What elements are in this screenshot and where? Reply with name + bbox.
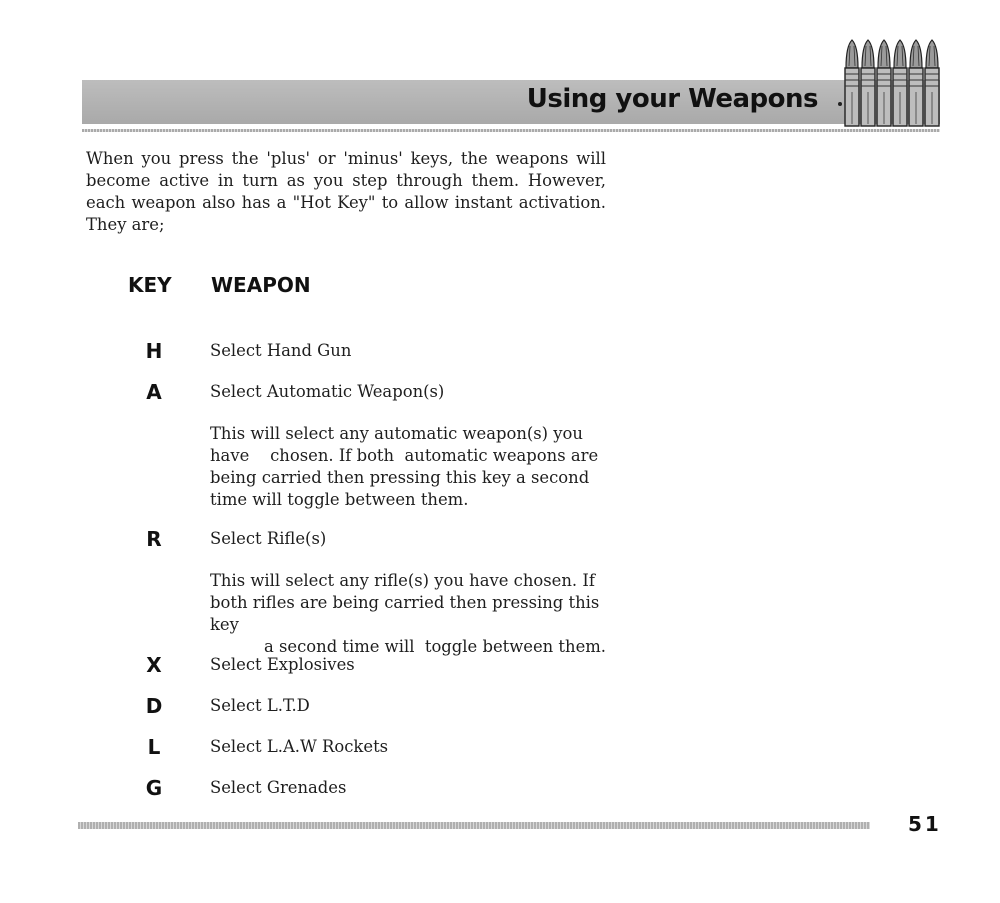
- weapon-law-rockets: Select L.A.W Rockets: [210, 737, 389, 756]
- page-title: Using your Weapons: [526, 84, 818, 114]
- hotkey-explosives: X: [146, 653, 162, 677]
- weapon-automatic: Select Automatic Weapon(s): [210, 382, 445, 401]
- intro-paragraph: When you press the 'plus' or 'minus' keys, the weapons will become active in turn as you step through them. However, each weapon also has a "Hot Key" to allow instant activation. They are;: [86, 149, 606, 234]
- weapon-explosives: Select Explosives: [210, 655, 355, 674]
- automatic-note: [210, 423, 608, 511]
- automatic-note-line: time will toggle between them.: [210, 490, 469, 509]
- hotkey-law-rockets: L: [147, 735, 161, 759]
- hotkey-automatic: A: [146, 380, 162, 404]
- weapon-column-header: WEAPON: [211, 273, 311, 297]
- weapon-ltd: Select L.T.D: [210, 696, 310, 715]
- automatic-note-line: have chosen. If both automatic weapons are: [210, 446, 599, 465]
- weapon-grenades: Select Grenades: [210, 778, 347, 797]
- automatic-note-line: This will select any automatic weapon(s) you: [210, 424, 583, 443]
- rifle-note-line: This will select any rifle(s) you have chosen. If: [210, 571, 595, 590]
- rifle-note-line: a second time will toggle between them.: [264, 637, 607, 656]
- hotkey-ltd: D: [145, 694, 163, 718]
- hotkey-rifle: R: [146, 527, 162, 551]
- bullets-icon: [842, 38, 942, 130]
- key-column-header: KEY: [128, 273, 172, 297]
- footer-bar: [78, 822, 870, 829]
- weapon-rifle: Select Rifle(s): [210, 529, 327, 548]
- rifle-note-line: both rifles are being carried then pressing this key: [210, 593, 600, 634]
- header-underline: [82, 129, 940, 132]
- hotkey-hand-gun: H: [145, 339, 163, 363]
- rifle-note: [210, 570, 608, 658]
- weapon-hand-gun: Select Hand Gun: [210, 341, 352, 360]
- hotkey-grenades: G: [145, 776, 163, 800]
- automatic-note-line: being carried then pressing this key a second: [210, 468, 590, 487]
- page-number: 51: [908, 812, 942, 836]
